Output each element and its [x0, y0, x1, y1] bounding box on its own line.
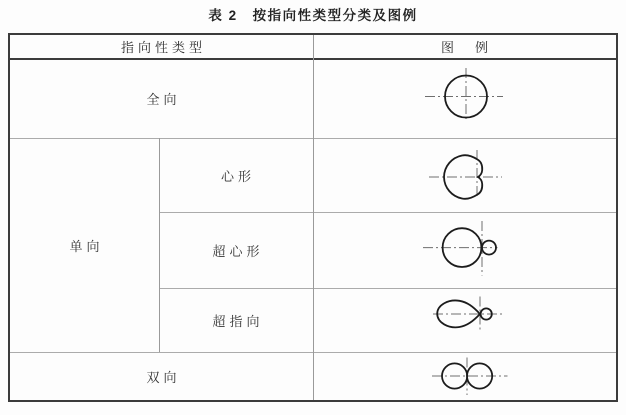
- cell-omnidirectional: 全向: [146, 91, 181, 107]
- column-divider-line: [313, 35, 314, 400]
- cell-cardioid: 心形: [220, 168, 255, 184]
- cell-supercardioid: 超心形: [212, 243, 264, 259]
- table-title: 表 2 按指向性类型分类及图例: [208, 8, 418, 23]
- directivity-table: [8, 33, 618, 402]
- cell-superdirectional: 超指向: [212, 313, 264, 329]
- cell-unidirectional: 单向: [69, 238, 104, 254]
- header-directivity-type: 指向性类型: [120, 40, 206, 55]
- header-legend: 图 例: [440, 40, 492, 55]
- cell-bidirectional: 双向: [146, 369, 181, 385]
